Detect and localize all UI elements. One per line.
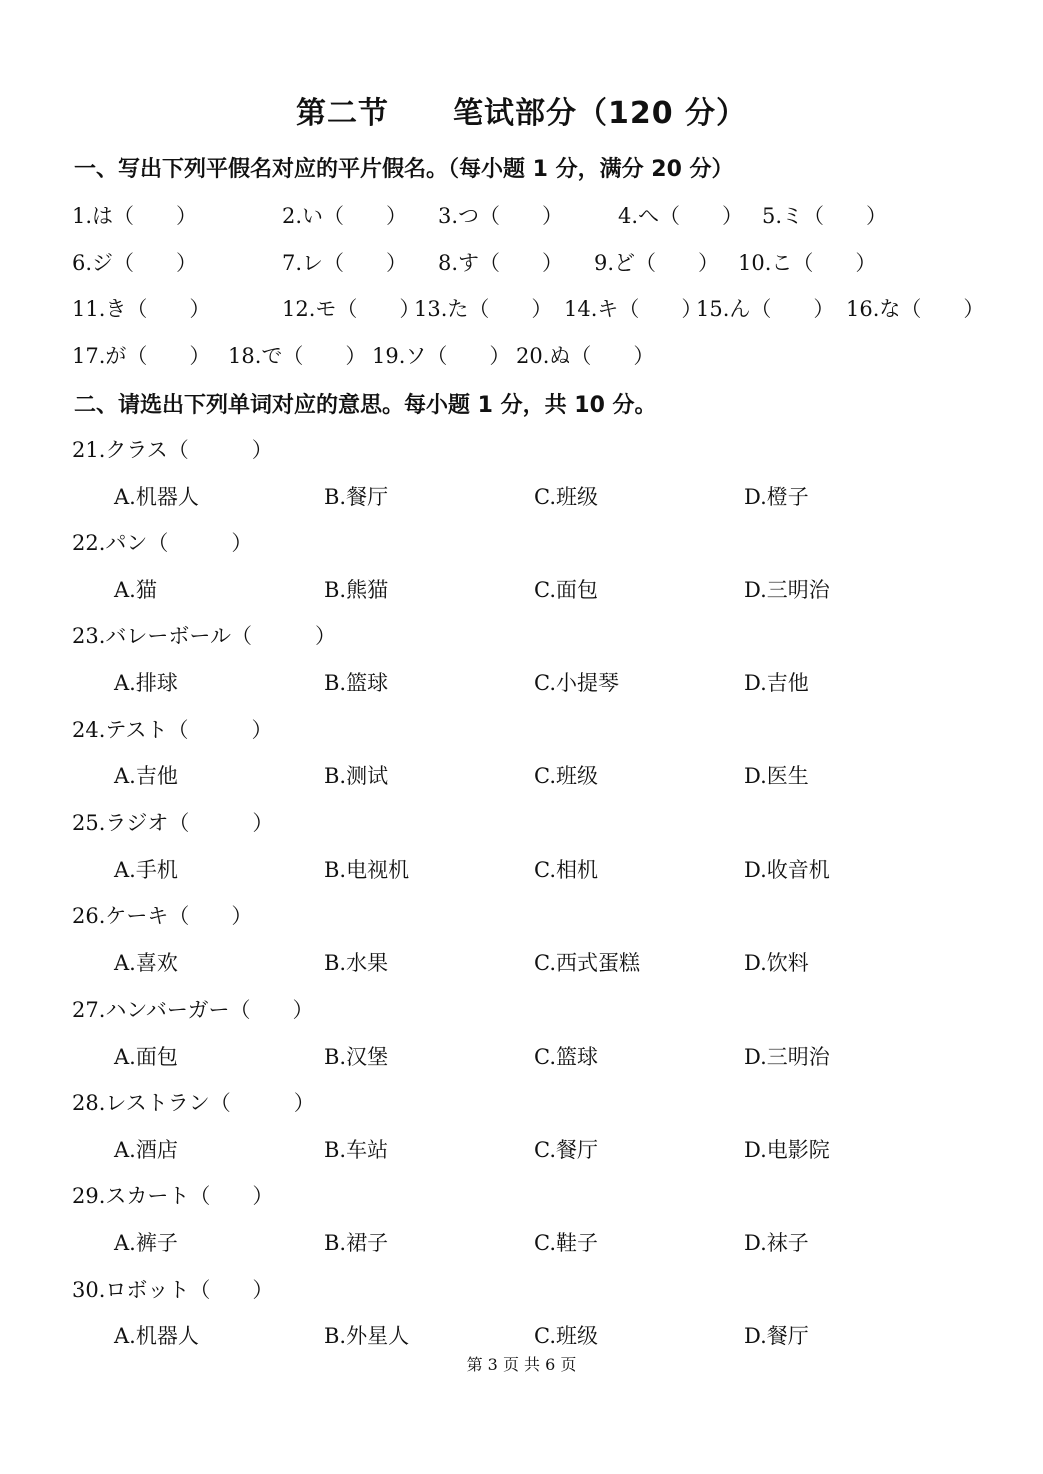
options-23 bbox=[0, 667, 1043, 697]
kana-item: 5.ミ（ ） bbox=[762, 204, 888, 228]
option-a: A.吉他 bbox=[114, 764, 178, 788]
options-22 bbox=[0, 574, 1043, 604]
option-b: B.汉堡 bbox=[324, 1045, 389, 1069]
option-d: D.餐厅 bbox=[744, 1324, 809, 1348]
option-b: B.测试 bbox=[324, 764, 389, 788]
option-d: D.袜子 bbox=[744, 1231, 809, 1255]
page-number-footer: 第 3 页 共 6 页 bbox=[466, 1355, 577, 1374]
kana-item: 14.キ（ ） bbox=[564, 297, 703, 321]
option-a: A.机器人 bbox=[114, 1324, 199, 1348]
kana-item: 1.は（ ） bbox=[72, 204, 198, 228]
options-24 bbox=[0, 760, 1043, 790]
option-a: A.面包 bbox=[114, 1045, 178, 1069]
kana-item: 19.ソ（ ） bbox=[372, 344, 511, 368]
options-21 bbox=[0, 481, 1043, 511]
kana-item: 13.た（ ） bbox=[414, 297, 553, 321]
options-27 bbox=[0, 1041, 1043, 1071]
option-d: D.吉他 bbox=[744, 671, 809, 695]
question-29: 29.スカート（ ） bbox=[72, 1184, 274, 1208]
page-title bbox=[0, 88, 1043, 132]
option-c: C.鞋子 bbox=[534, 1231, 598, 1255]
question-25: 25.ラジオ（ ） bbox=[72, 811, 274, 835]
question-27: 27.ハンバーガー（ ） bbox=[72, 998, 314, 1022]
option-a: A.排球 bbox=[114, 671, 178, 695]
option-a: A.喜欢 bbox=[114, 951, 178, 975]
options-28 bbox=[0, 1134, 1043, 1164]
option-c: C.班级 bbox=[534, 485, 598, 509]
question-24: 24.テスト（ ） bbox=[72, 718, 273, 742]
title-section-label: 第二节 bbox=[295, 96, 389, 131]
option-b: B.外星人 bbox=[324, 1324, 410, 1348]
option-d: D.电影院 bbox=[744, 1138, 830, 1162]
section1-heading: 一、写出下列平假名对应的平片假名。（每小题 1 分，满分 20 分） bbox=[74, 157, 734, 182]
option-d: D.收音机 bbox=[744, 858, 830, 882]
options-29 bbox=[0, 1227, 1043, 1257]
kana-item: 16.な（ ） bbox=[846, 297, 985, 321]
kana-item: 11.き（ ） bbox=[72, 297, 211, 321]
option-c: C.小提琴 bbox=[534, 671, 619, 695]
kana-item: 3.つ（ ） bbox=[438, 204, 564, 228]
option-b: B.餐厅 bbox=[324, 485, 389, 509]
option-a: A.猫 bbox=[114, 578, 157, 602]
option-a: A.手机 bbox=[114, 858, 178, 882]
title-section-name: 笔试部分（120 分） bbox=[452, 96, 748, 131]
option-b: B.篮球 bbox=[324, 671, 389, 695]
kana-item: 17.が（ ） bbox=[72, 344, 211, 368]
option-c: C.面包 bbox=[534, 578, 598, 602]
kana-item: 4.へ（ ） bbox=[618, 204, 744, 228]
option-d: D.饮料 bbox=[744, 951, 809, 975]
option-c: C.篮球 bbox=[534, 1045, 598, 1069]
option-d: D.三明治 bbox=[744, 578, 830, 602]
option-a: A.裤子 bbox=[114, 1231, 178, 1255]
option-a: A.酒店 bbox=[114, 1138, 178, 1162]
option-b: B.车站 bbox=[324, 1138, 389, 1162]
kana-row bbox=[0, 200, 1043, 230]
option-c: C.班级 bbox=[534, 764, 598, 788]
option-b: B.水果 bbox=[324, 951, 389, 975]
kana-item: 12.モ（ ） bbox=[282, 297, 421, 321]
option-c: C.西式蛋糕 bbox=[534, 951, 640, 975]
kana-item: 8.す（ ） bbox=[438, 251, 564, 275]
kana-item: 2.い（ ） bbox=[282, 204, 408, 228]
kana-item: 20.ぬ（ ） bbox=[516, 344, 655, 368]
question-30: 30.ロボット（ ） bbox=[72, 1278, 274, 1302]
question-26: 26.ケーキ（ ） bbox=[72, 904, 253, 928]
question-23: 23.バレーボール（ ） bbox=[72, 624, 336, 648]
option-b: B.电视机 bbox=[324, 858, 410, 882]
option-b: B.裙子 bbox=[324, 1231, 389, 1255]
options-30 bbox=[0, 1320, 1043, 1350]
option-d: D.橙子 bbox=[744, 485, 809, 509]
options-26 bbox=[0, 947, 1043, 977]
option-b: B.熊猫 bbox=[324, 578, 389, 602]
kana-row bbox=[0, 293, 1043, 323]
kana-item: 15.ん（ ） bbox=[696, 297, 835, 321]
question-22: 22.パン（ ） bbox=[72, 531, 253, 555]
option-c: C.餐厅 bbox=[534, 1138, 598, 1162]
question-28: 28.レストラン（ ） bbox=[72, 1091, 315, 1115]
kana-row bbox=[0, 340, 1043, 370]
kana-item: 7.レ（ ） bbox=[282, 251, 408, 275]
kana-item: 9.ど（ ） bbox=[594, 251, 720, 275]
options-25 bbox=[0, 854, 1043, 884]
kana-row bbox=[0, 247, 1043, 277]
kana-item: 10.こ（ ） bbox=[738, 251, 877, 275]
option-c: C.班级 bbox=[534, 1324, 598, 1348]
option-a: A.机器人 bbox=[114, 485, 199, 509]
option-d: D.三明治 bbox=[744, 1045, 830, 1069]
kana-item: 18.で（ ） bbox=[228, 344, 367, 368]
option-c: C.相机 bbox=[534, 858, 598, 882]
option-d: D.医生 bbox=[744, 764, 809, 788]
question-21: 21.クラス（ ） bbox=[72, 438, 273, 462]
section2-heading: 二、请选出下列单词对应的意思。每小题 1 分，共 10 分。 bbox=[74, 393, 657, 418]
kana-item: 6.ジ（ ） bbox=[72, 251, 198, 275]
